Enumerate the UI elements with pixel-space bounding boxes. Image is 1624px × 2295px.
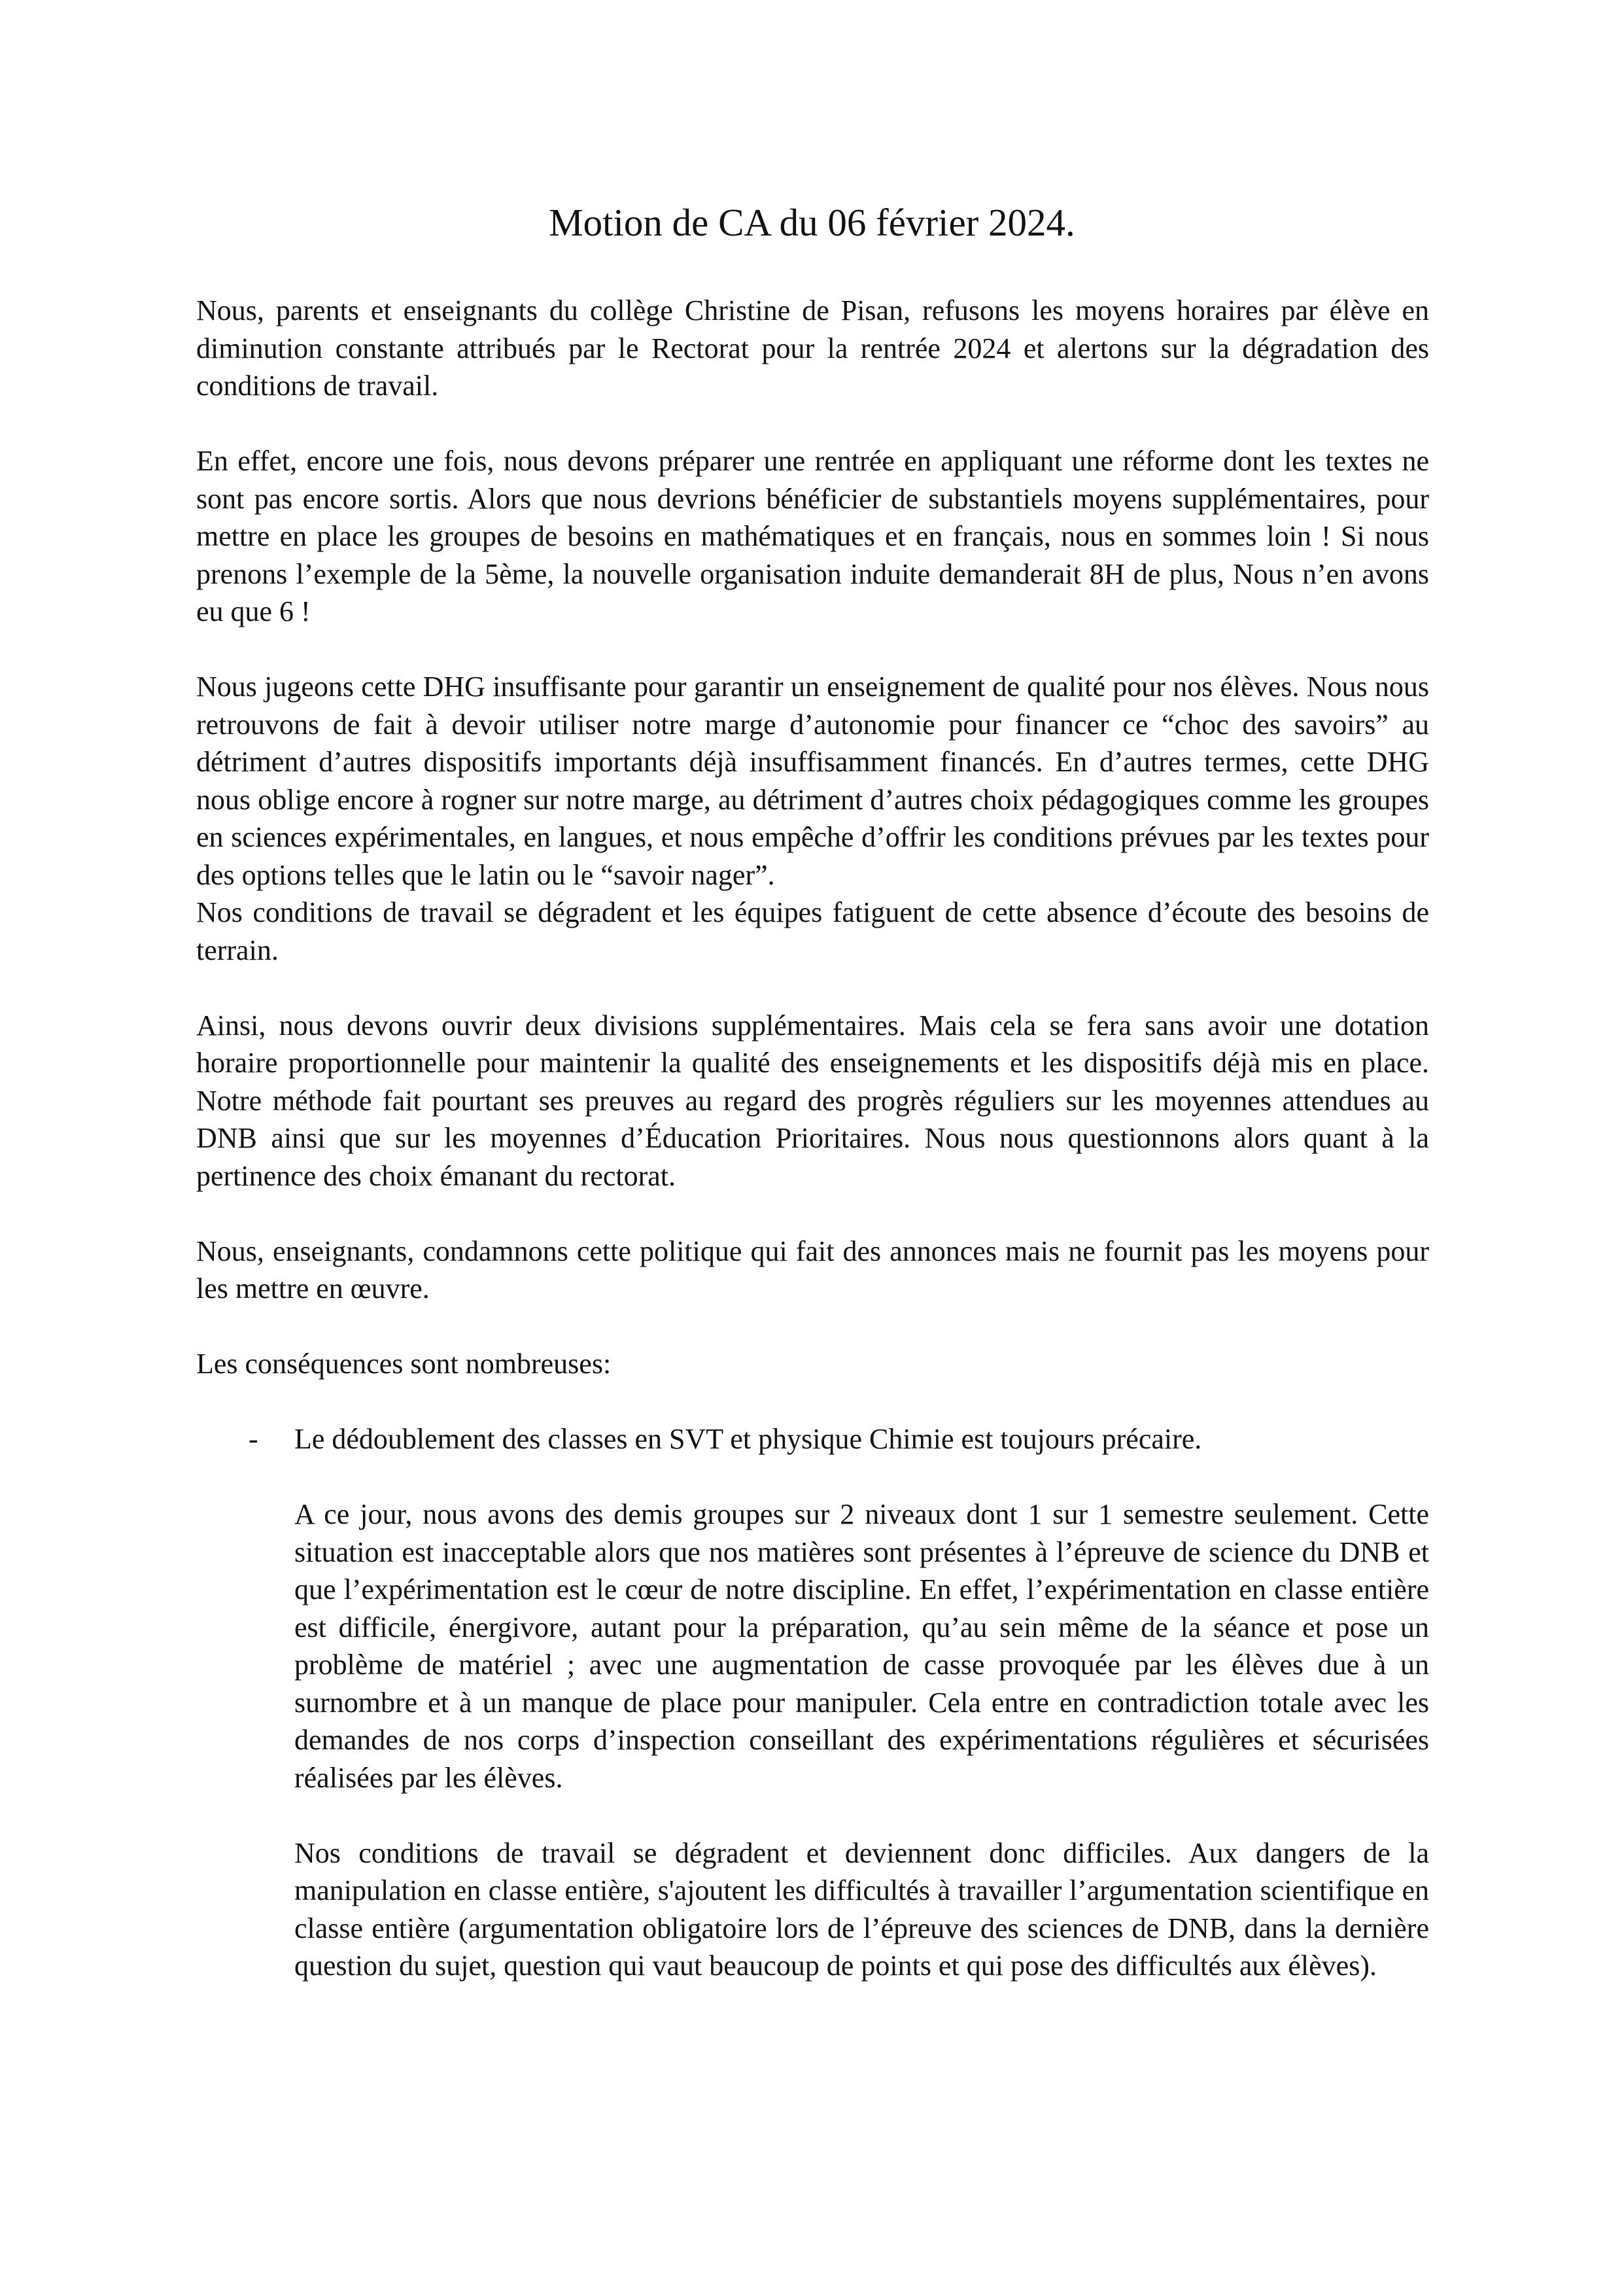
paragraph-intro: Nous, parents et enseignants du collège Christine de Pisan, refusons les moyens horaires par élève en diminution constante attribués par le Rectorat pour la rentrée 2024 et alertons sur la dégradation des conditions de travail. xyxy=(196,294,1429,402)
paragraph-gap xyxy=(196,1796,1429,1834)
paragraph-gap xyxy=(196,1383,1429,1421)
paragraph-gap xyxy=(196,1458,1429,1496)
list-item-text: Le dédoublement des classes en SVT et physique Chimie est toujours précaire. xyxy=(294,1423,1202,1455)
list-bullet: - xyxy=(249,1423,258,1455)
paragraph-gap xyxy=(196,1308,1429,1346)
paragraph-dhg: Nous jugeons cette DHG insuffisante pour garantir un enseignement de qualité pour nos élèves. Nous nous retrouvons de fait à devoir utiliser notre marge d’autonomie pour financer ce “choc des savoirs” au détriment d’autres dispositifs importants déjà insuffisamment financés. En d’autres termes, cette DHG nous oblige encore à rogner sur notre marge, au détriment d’autres choix pédagogiques comme les groupes en sciences expérimentales, en langues, et nous empêche d’offrir les conditions prévues par les textes pour des options telles que le latin ou le “savoir nager”. xyxy=(196,671,1429,891)
document-body xyxy=(196,292,1429,1985)
paragraph-gap xyxy=(196,405,1429,443)
paragraph-reform: En effet, encore une fois, nous devons préparer une rentrée en appliquant une réforme dont les textes ne sont pas encore sortis. Alors que nous devrions bénéficier de substantiels moyens supplémentaires, pour mettre en place les groupes de besoins en mathématiques et en français, nous en sommes loin ! Si nous prenons l’exemple de la 5ème, la nouvelle organisation induite demanderait 8H de plus, Nous n’en avons eu que 6 ! xyxy=(196,445,1429,627)
list-sub-paragraph-difficulties: Nos conditions de travail se dégradent et deviennent donc difficiles. Aux dangers de la manipulation en classe entière, s'ajoutent les difficultés à travailler l’argumentation scientifique en classe entière (argumentation obligatoire lors de l’épreuve des sciences de DNB, dans la dernière question du sujet, question qui vaut beaucoup de points et qui pose des difficultés aux élèves). xyxy=(294,1836,1429,1982)
list-item xyxy=(196,1420,1429,1458)
paragraph-divisions: Ainsi, nous devons ouvrir deux divisions supplémentaires. Mais cela se fera sans avoir une dotation horaire proportionnelle pour maintenir la qualité des enseignements et les dispositifs déjà mis en place. Notre méthode fait pourtant ses preuves au regard des progrès réguliers sur les moyennes attendues au DNB ainsi que sur les moyennes d’Éducation Prioritaires. Nous nous questionnons alors quant à la pertinence des choix émanant du rectorat. xyxy=(196,1009,1429,1192)
paragraph-condemn: Nous, enseignants, condamnons cette politique qui fait des annonces mais ne fournit pas les moyens pour les mettre en œuvre. xyxy=(196,1235,1429,1305)
document-title: Motion de CA du 06 février 2024. xyxy=(549,201,1075,244)
paragraph-gap xyxy=(196,1195,1429,1233)
paragraph-gap xyxy=(196,969,1429,1007)
paragraph-conditions: Nos conditions de travail se dégradent et les équipes fatiguent de cette absence d’écoute des besoins de terrain. xyxy=(196,896,1429,966)
paragraph-gap xyxy=(196,631,1429,669)
paragraph-consequences: Les conséquences sont nombreuses: xyxy=(196,1348,612,1380)
list-sub-paragraph-groups: A ce jour, nous avons des demis groupes sur 2 niveaux dont 1 sur 1 semestre seulement. Cette situation est inacceptable alors que nos matières sont présentes à l’épreuve de science du DNB et que l’expérimentation est le cœur de notre discipline. En effet, l’expérimentation en classe entière est difficile, énergivore, autant pour la préparation, qu’au sein même de la séance et pose un problème de matériel ; avec une augmentation de casse provoquée par les élèves due à un surnombre et à un manque de place pour manipuler. Cela entre en contradiction totale avec les demandes de nos corps d’inspection conseillant des expérimentations régulières et sécurisées réalisées par les élèves. xyxy=(294,1498,1429,1794)
